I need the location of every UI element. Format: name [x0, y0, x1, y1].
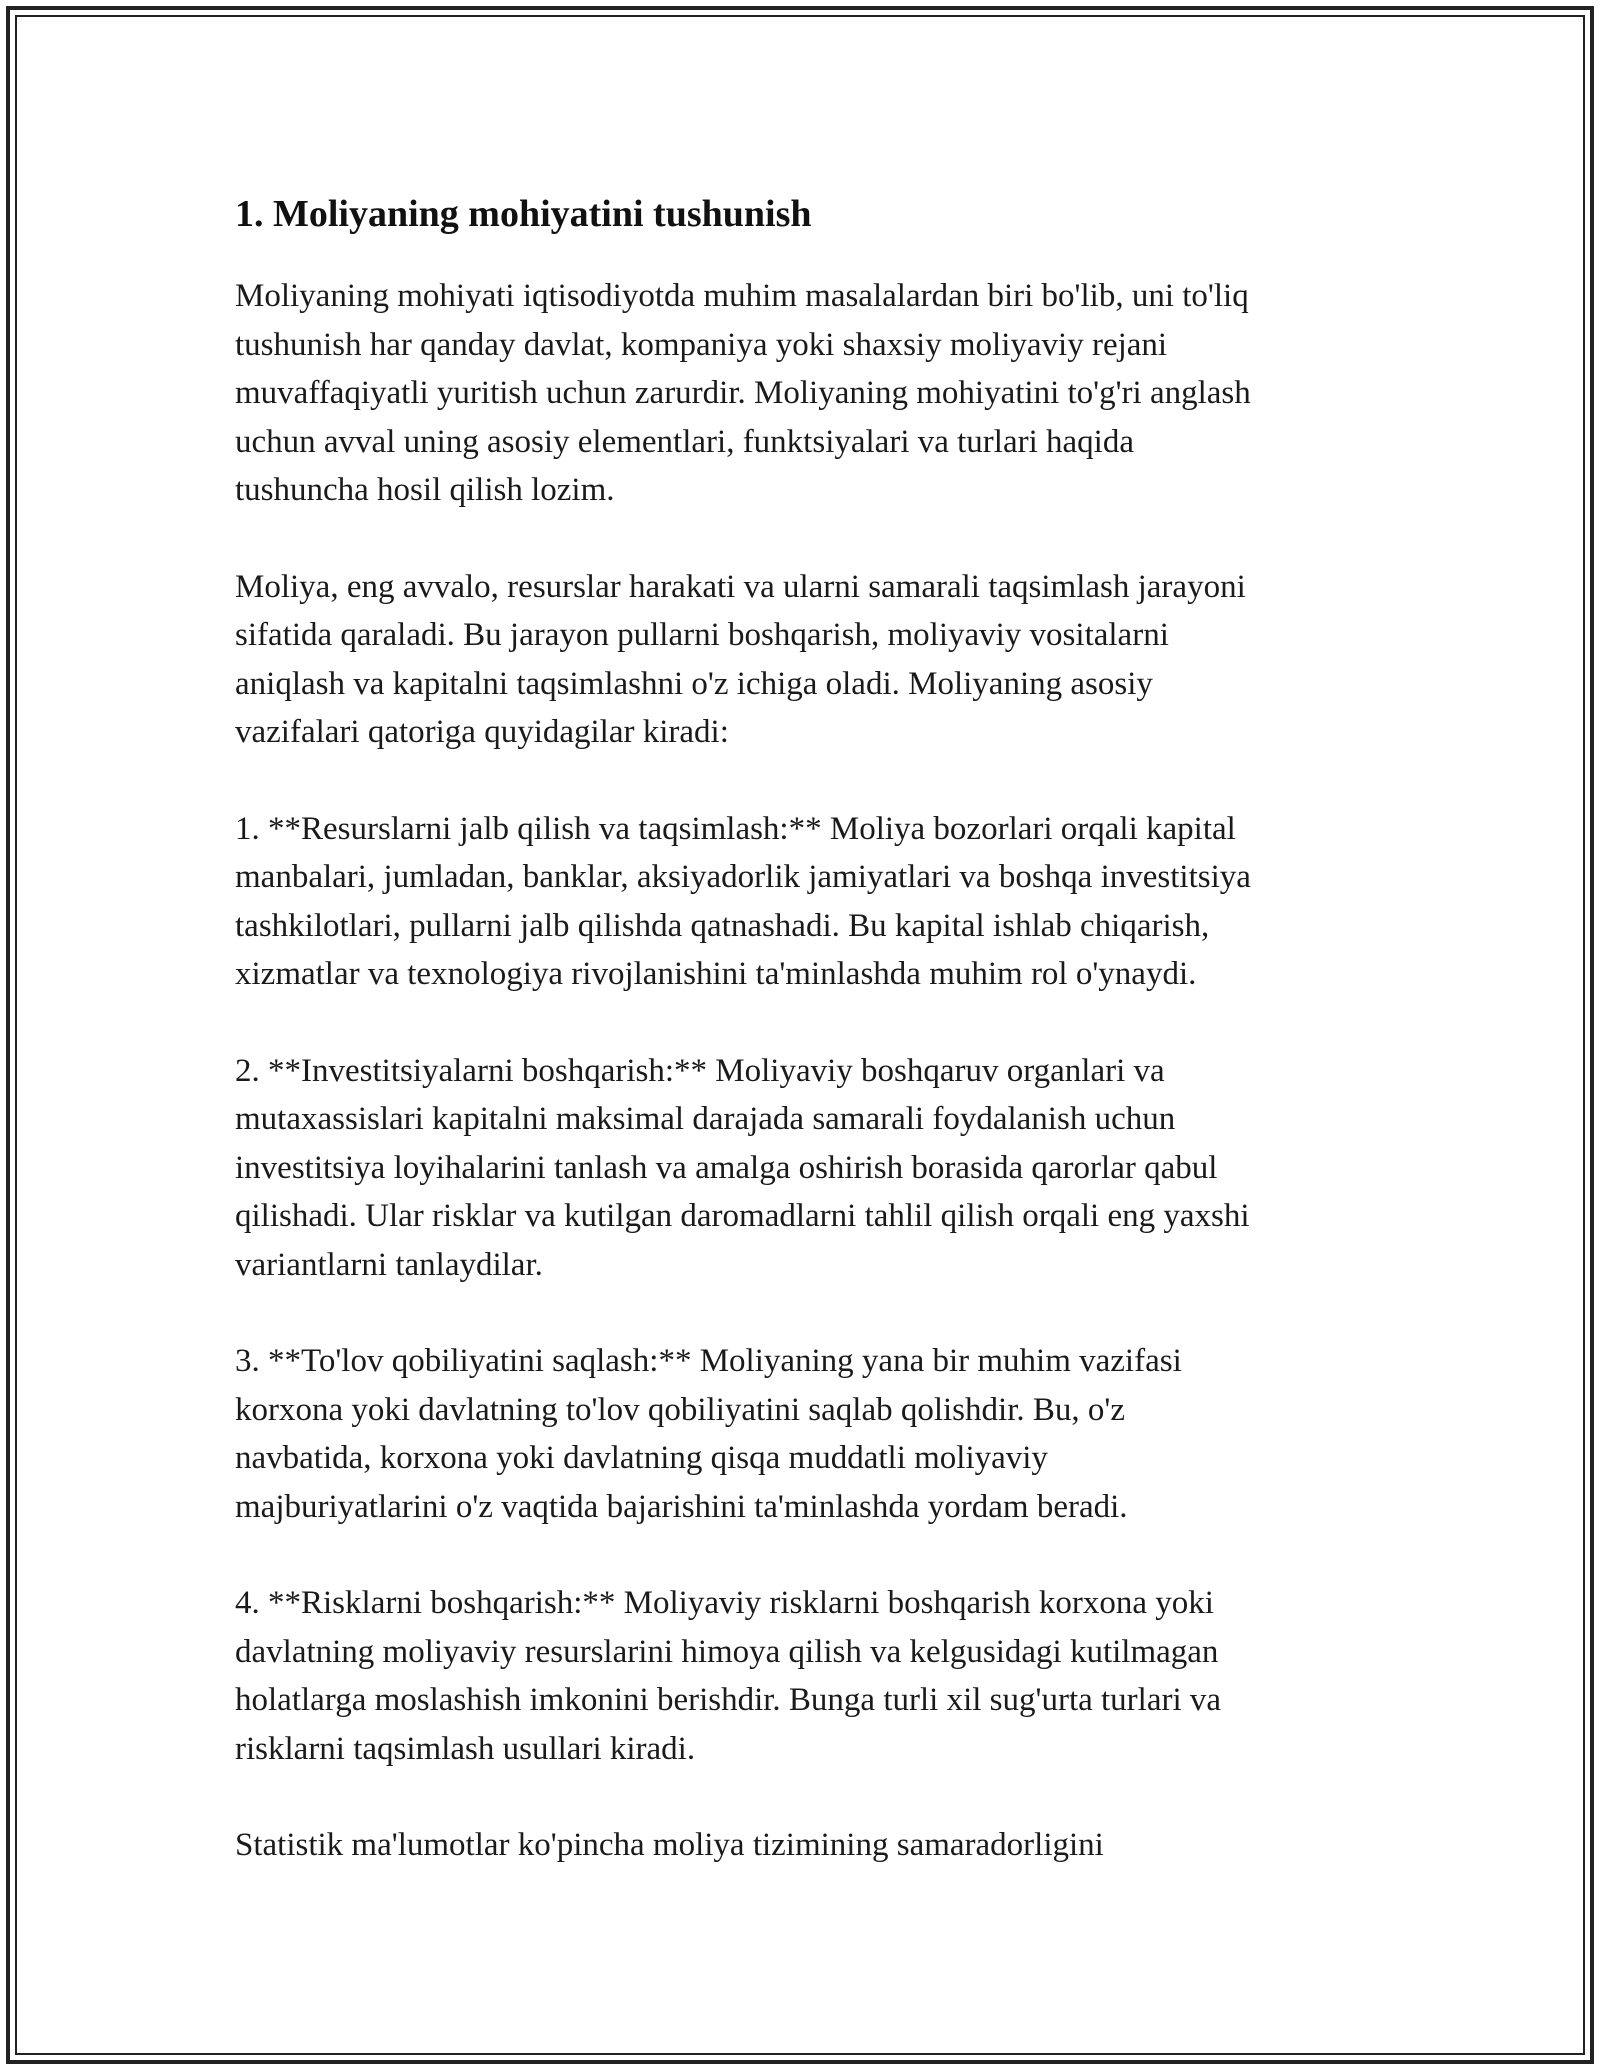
list-item-resources: 1. **Resurslarni jalb qilish va taqsimlash:** Moliya bozorlari orqali kapital manbalari, jumladan, banklar, aksiyadorlik jamiyatlari va boshqa investitsiya tashkilotlari, pullarni jalb qilishda qatnashadi. Bu kapital ishlab chiqarish, xizmatlar va texnologiya rivojlanishini ta'minlashda muhim rol o'ynaydi. [235, 810, 1251, 992]
list-item-investments: 2. **Investitsiyalarni boshqarish:** Moliyaviy boshqaruv organlari va mutaxassislari kapitalni maksimal darajada samarali foydalanish uchun investitsiya loyihalarini tanlash va amalga oshirish borasida qarorlar qabul qilishadi. Ular risklar va kutilgan daromadlarni tahlil qilish orqali eng yaxshi variantlarni tanlaydilar. [235, 1052, 1250, 1283]
list-item-solvency: 3. **To'lov qobiliyatini saqlash:** Moliyaning yana bir muhim vazifasi korxona yoki davlatning to'lov qobiliyatini saqlab qolishdir. Bu, o'z navbatida, korxona yoki davlatning qisqa muddatli moliyaviy majburiyatlarini o'z vaqtida bajarishini ta'minlashda yordam beradi. [235, 1343, 1182, 1525]
paragraph-statistics: Statistik ma'lumotlar ko'pincha moliya tizimining samaradorligini [235, 1827, 1104, 1863]
list-item-risks: 4. **Risklarni boshqarish:** Moliyaviy risklarni boshqarish korxona yoki davlatning moliyaviy resurslarini himoya qilish va kelgusidagi kutilmagan holatlarga moslashish imkonini berishdir. Bunga turli xil sug'urta turlari va risklarni taqsimlash usullari kiradi. [235, 1585, 1222, 1767]
document-body [235, 186, 1375, 1918]
paragraph-finance-definition: Moliya, eng avvalo, resurslar harakati va ularni samarali taqsimlash jarayoni sifatida qaraladi. Bu jarayon pullarni boshqarish, moliyaviy vositalarni aniqlash va kapitalni taqsimlashni o'z ichiga oladi. Moliyaning asosiy vazifalari qatoriga quyidagilar kiradi: [235, 568, 1246, 750]
section-heading: 1. Moliyaning mohiyatini tushunish [235, 193, 812, 235]
paragraph-intro: Moliyaning mohiyati iqtisodiyotda muhim masalalardan biri bo'lib, uni to'liq tushunish har qanday davlat, kompaniya yoki shaxsiy moliyaviy rejani muvaffaqiyatli yuritish uchun zarurdir. Moliyaning mohiyatini to'g'ri anglash uchun avval uning asosiy elementlari, funktsiyalari va turlari haqida tushuncha hosil qilish lozim. [235, 278, 1251, 508]
